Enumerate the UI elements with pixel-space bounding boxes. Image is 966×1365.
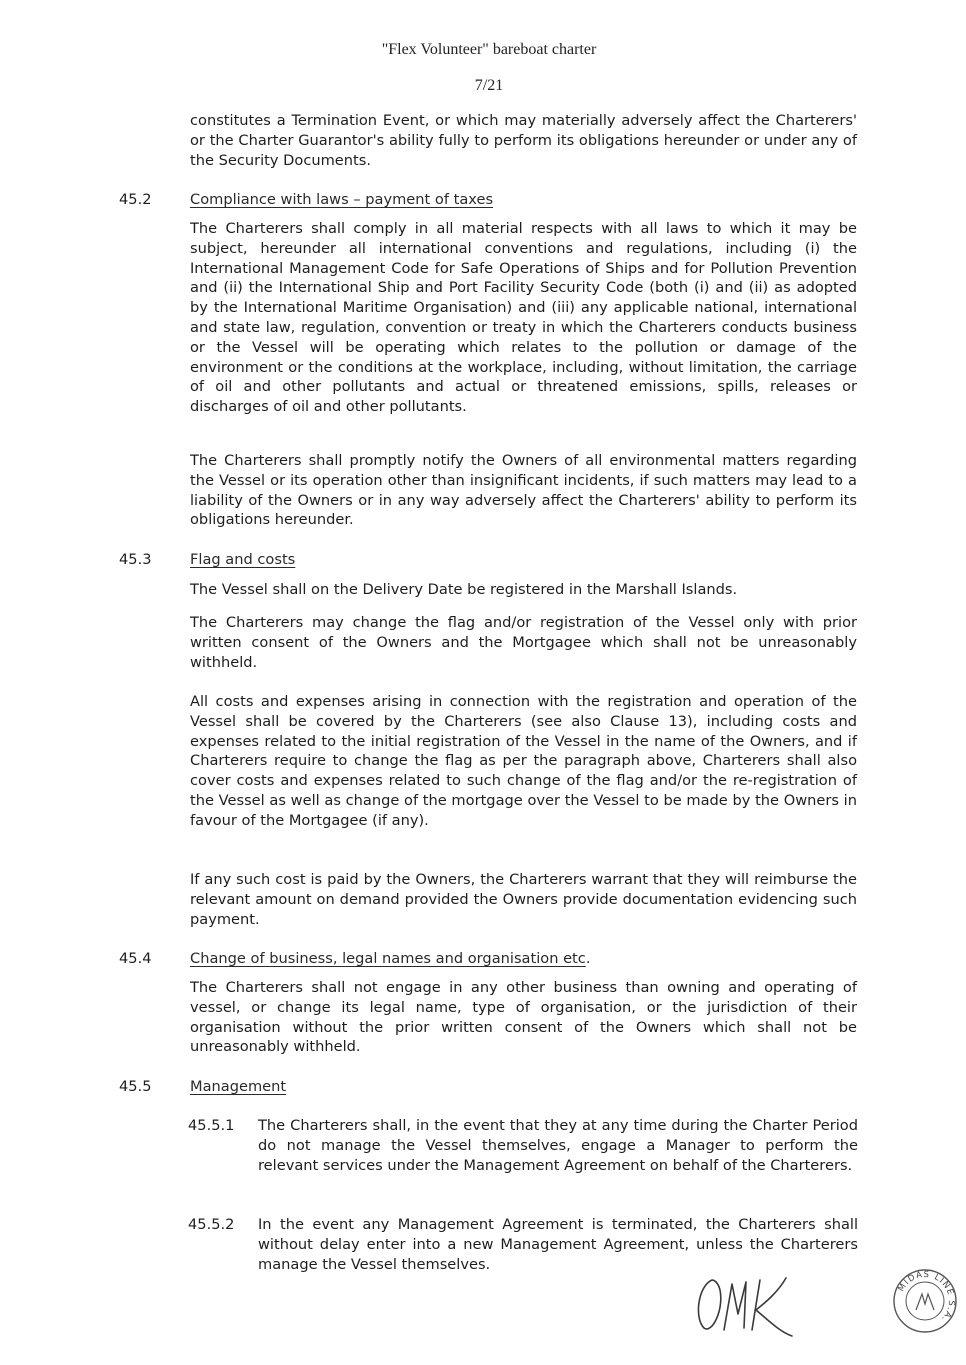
clause-heading-45-3: Flag and costs [190, 551, 296, 568]
clause-45-3-paragraph-2: The Charterers may change the flag and/or registration of the Vessel only with prior written consent of the Owners and the Mortgagee which shall not be unreasonably withheld. [190, 614, 857, 671]
clause-45-2-paragraph-1: The Charterers shall comply in all material respects with all laws to which it may be subject, hereunder all international conventions and regulations, including (i) the International Management Code for Safe Operations of Ships and for Pollution Prevention and (ii) the International Ship and Port Facility Security Code (both (i) and (ii) as adopted by the International Maritime Organisation) and (iii) any applicable national, international and state law, regulation, convention or treaty in which the Charterers conducts business or the Vessel will be operating which relates to the pollution or damage of the environment or the conditions at the workplace, including, without limitation, the carriage of oil and other pollutants and actual or threatened emissions, spills, releases or discharges of oil and other pollutants. [190, 220, 857, 416]
clause-45-3-paragraph-4: If any such cost is paid by the Owners, the Charterers warrant that they will reimburse the relevant amount on demand provided the Owners provide documentation evidencing such payment. [190, 871, 857, 928]
clause-45-3-paragraph-3: All costs and expenses arising in connection with the registration and operation of the Vessel shall be covered by the Charterers (see also Clause 13), including costs and expenses related to the initial registration of the Vessel in the name of the Owners, and if Charterers require to change the flag as per the paragraph above, Charterers shall also cover costs and expenses related to such change of the flag and/or the re-registration of the Vessel as well as change of the mortgage over the Vessel to be made by the Owners in favour of the Mortgagee (if any). [190, 693, 857, 829]
clause-45-3-paragraph-1: The Vessel shall on the Delivery Date be registered in the Marshall Islands. [190, 581, 738, 598]
document-title: "Flex Volunteer" bareboat charter [381, 41, 597, 58]
subclause-45-5-2-text: In the event any Management Agreement is terminated, the Charterers shall without delay enter into a new Management Agreement, unless the Charterers manage the Vessel themselves. [258, 1216, 858, 1273]
stamp-text: MIDAS LINE S.A. [896, 1269, 957, 1325]
clause-heading-45-2: Compliance with laws – payment of taxes [190, 191, 494, 208]
clause-number-45-5: 45.5 [119, 1078, 152, 1095]
subclause-45-5-1-text: The Charterers shall, in the event that they at any time during the Charter Period do not manage the Vessel themselves, engage a Manager to perform the relevant services under the Management Agreement on behalf of the Charterers. [258, 1117, 858, 1174]
clause-45-4-paragraph-1: The Charterers shall not engage in any other business than owning and operating of vessel, or change its legal name, type of organisation, or the jurisdiction of their organisation without the prior written consent of the Owners which shall not be unreasonably withheld. [190, 979, 857, 1056]
clause-45-2-paragraph-2: The Charterers shall promptly notify the Owners of all environmental matters regarding the Vessel or its operation other than insignificant incidents, if such matters may lead to a liability of the Owners or in any way adversely affect the Charterers' ability to perform its obligations hereunder. [190, 452, 857, 529]
page-number: 7/21 [474, 77, 504, 94]
clause-heading-45-5: Management [190, 1078, 287, 1095]
clause-number-45-2: 45.2 [119, 191, 152, 208]
intro-paragraph: constitutes a Termination Event, or which may materially adversely affect the Charterers' or the Charter Guarantor's ability fully to perform its obligations hereunder or under any of the Security Documents. [190, 112, 857, 169]
company-stamp [892, 1268, 958, 1334]
subclause-number-45-5-2: 45.5.2 [188, 1216, 235, 1233]
clause-number-45-4: 45.4 [119, 950, 152, 967]
svg-text:MIDAS LINE S.A. [896, 1270, 956, 1324]
clause-number-45-3: 45.3 [119, 551, 152, 568]
clause-heading-45-4-suffix: . [585, 950, 591, 967]
clause-heading-45-4-line [190, 949, 590, 969]
subclause-number-45-5-1: 45.5.1 [188, 1117, 235, 1134]
clause-heading-45-4: Change of business, legal names and organisation etc [190, 950, 586, 967]
handwritten-initials [690, 1270, 805, 1340]
